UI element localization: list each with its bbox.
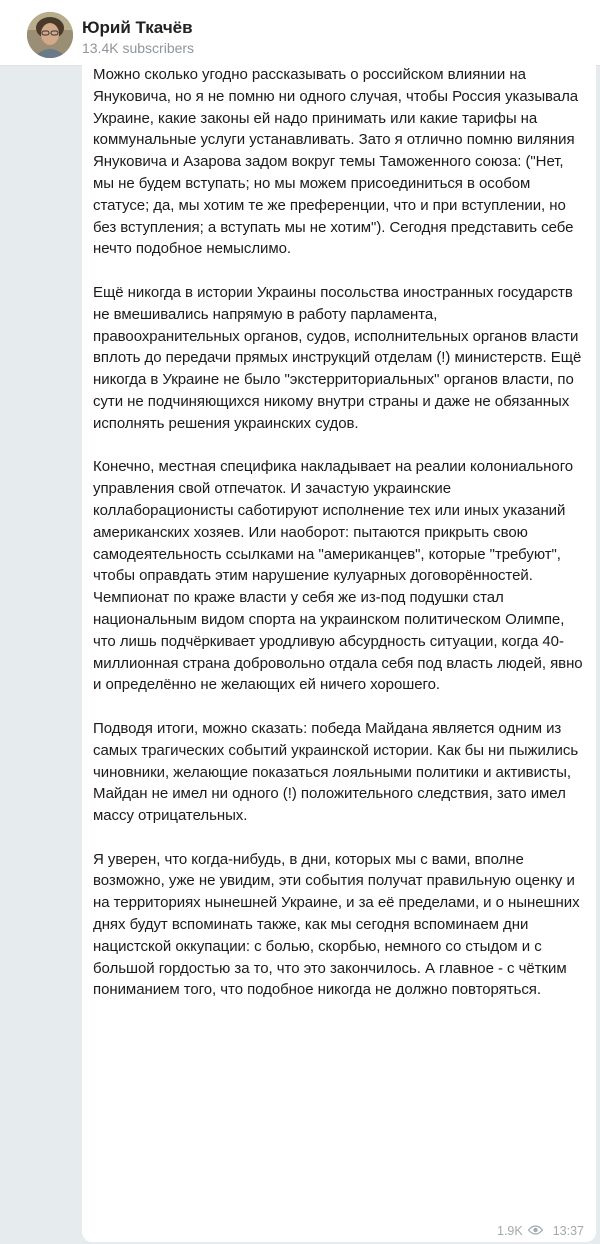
avatar[interactable]	[27, 12, 73, 58]
post-paragraph: Можно сколько угодно рассказывать о российском влиянии на Януковича, но я не помню ни одного случая, чтобы Россия указывала Украине, какие законы ей надо принимать или какие тарифы на коммунальные услуги устанавливать. Зато я отлично помню виляния Януковича и Азарова задом вокруг темы Таможенного союза: ("Нет, мы не будем вступать; но мы можем присоединиться в особом статусе; да, мы хотим те же преференции, что и при вступлении, но без вступления; а вступать мы не хотим"). Сегодня представить себе нечто подобное немыслимо.	[93, 66, 579, 258]
post-paragraph: Я уверен, что когда-нибудь, в дни, которых мы с вами, вполне возможно, уже не увидим, эти события получат правильную оценку и на территориях нынешней Украине, и за её пределами, и о нынешних днях будут вспоминать также, как мы сегодня вспоминаем дни нацистской оккупации: с болью, скорбью, немного со стыдом и с большой гордостью за то, что это закончилось. А главное - с чётким пониманием того, что подобное никогда не должно повторяться.	[93, 850, 580, 999]
subscriber-count: 13.4K subscribers	[82, 40, 195, 56]
channel-name[interactable]: Юрий Ткачёв	[82, 18, 193, 37]
message-meta	[497, 1224, 584, 1238]
eye-icon	[528, 1224, 543, 1238]
message-time: 13:37	[552, 1224, 584, 1238]
post-paragraph: Конечно, местная специфика накладывает на реалии колониального управления свой отпечаток. И зачастую украинские коллаборационисты саботируют исполнение тех или иных указаний американских хозяев. Или наоборот: пытаются прикрыть свою самодеятельность ссылками на "американцев", которые "требуют", чтобы оправдать этим нарушение кулуарных договорённостей. Чемпионат по краже власти у себя же из-под подушки стал национальным видом спорта на украинском политическом Олимпе, что лишь подчёркивает уродливую абсурдность ситуации, когда 40-миллионная страна добровольно отдала себя под власть людей, явно и определённо не желающих ей ничего хорошего.	[93, 458, 583, 694]
post-paragraph: Подводя итоги, можно сказать: победа Майдана является одним из самых трагических событий украинской истории. Как бы ни пыжились чиновники, желающие показаться лояльными политики и активисты, Майдан не имел ни одного (!) положительного следствия, зато имел массу отрицательных.	[93, 719, 579, 825]
message-bubble	[82, 56, 596, 1242]
view-count: 1.9K	[497, 1224, 523, 1238]
post-paragraph: Ещё никогда в истории Украины посольства иностранных государств не вмешивались напрямую в работу парламента, правоохранительных органов, судов, исполнительных органов власти вплоть до передачи прямых инструкций отделам (!) министерств. Ещё никогда в Украине не было "экстерриториальных" органов власти, по сути не подчиняющихся никому внутри страны и даже не обязанных исполнять решения украинских судов.	[93, 283, 582, 432]
post-text	[93, 64, 586, 1001]
